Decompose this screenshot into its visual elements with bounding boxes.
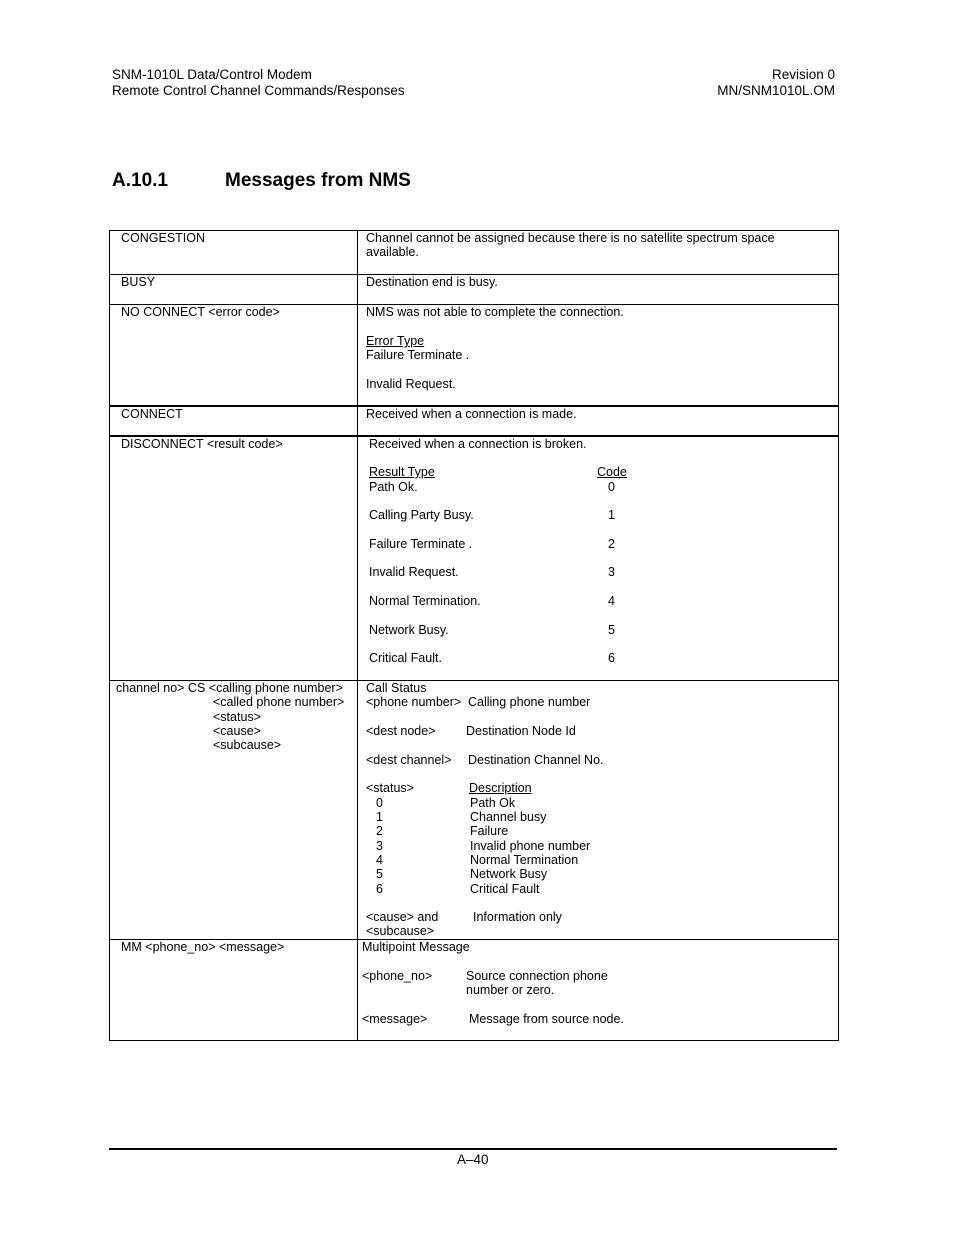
error-type-heading: Error Type <box>366 334 425 348</box>
result-type: Normal Termination. <box>369 594 481 608</box>
status-desc: Critical Fault <box>470 882 540 896</box>
error-type-item: Failure Terminate . <box>366 348 470 362</box>
call-status-command-arg: <called phone number> <box>213 695 345 709</box>
result-type: Network Busy. <box>369 623 449 637</box>
status-desc: Path Ok <box>470 796 516 810</box>
result-code: 5 <box>608 623 615 637</box>
status-desc: Network Busy <box>470 867 548 881</box>
param-phone-no-desc: number or zero. <box>466 983 555 997</box>
no-connect-desc: NMS was not able to complete the connection. <box>366 305 624 319</box>
param-status: <status> <box>366 781 414 795</box>
page-number: A–40 <box>457 1152 489 1167</box>
status-desc: Normal Termination <box>470 853 579 867</box>
param-message-desc: Message from source node. <box>469 1012 624 1026</box>
connect-desc: Received when a connection is made. <box>366 407 577 421</box>
call-status-heading: Call Status <box>366 681 427 695</box>
congestion-desc-line1: Channel cannot be assigned because there is no satellite spectrum space <box>366 231 775 245</box>
param-dest-channel-desc: Destination Channel No. <box>468 753 604 767</box>
result-type: Critical Fault. <box>369 651 442 665</box>
status-code: 0 <box>376 796 383 810</box>
call-status-command-arg: <status> <box>213 710 261 724</box>
param-cause-desc: Information only <box>473 910 562 924</box>
congestion-command: CONGESTION <box>121 231 206 245</box>
result-code: 4 <box>608 594 615 608</box>
result-type: Path Ok. <box>369 480 418 494</box>
busy-desc: Destination end is busy. <box>366 275 498 289</box>
multipoint-command: MM <phone_no> <message> <box>121 940 285 954</box>
param-subcause: <subcause> <box>366 924 435 938</box>
status-code: 3 <box>376 839 383 853</box>
section-number: A.10.1 <box>112 170 168 191</box>
connect-command: CONNECT <box>121 407 183 421</box>
description-heading: Description <box>469 781 532 795</box>
result-code: 1 <box>608 508 615 522</box>
status-code: 5 <box>376 867 383 881</box>
param-dest-node: <dest node> <box>366 724 436 738</box>
no-connect-command: NO CONNECT <error code> <box>121 305 280 319</box>
disconnect-desc: Received when a connection is broken. <box>369 437 587 451</box>
result-code: 6 <box>608 651 615 665</box>
header-product: SNM-1010L Data/Control Modem <box>112 67 312 82</box>
status-code: 2 <box>376 824 383 838</box>
busy-command: BUSY <box>121 275 156 289</box>
result-code: 2 <box>608 537 615 551</box>
result-type-heading: Result Type <box>369 465 435 479</box>
section-title: Messages from NMS <box>225 170 411 191</box>
call-status-command: channel no> CS <calling phone number> <box>116 681 343 695</box>
call-status-command-arg: <subcause> <box>213 738 282 752</box>
param-phone-no-desc: Source connection phone <box>466 969 608 983</box>
multipoint-heading: Multipoint Message <box>362 940 470 954</box>
code-heading: Code <box>597 465 627 479</box>
param-cause: <cause> and <box>366 910 439 924</box>
status-code: 1 <box>376 810 383 824</box>
header-chapter: Remote Control Channel Commands/Responses <box>112 83 405 98</box>
param-message: <message> <box>362 1012 428 1026</box>
status-desc: Invalid phone number <box>470 839 591 853</box>
result-type: Invalid Request. <box>369 565 459 579</box>
footer-rule <box>109 1148 837 1150</box>
param-dest-channel: <dest channel> <box>366 753 452 767</box>
header-revision: Revision 0 <box>771 67 835 82</box>
result-type: Calling Party Busy. <box>369 508 474 522</box>
status-desc: Channel busy <box>470 810 547 824</box>
congestion-desc-line2: available. <box>366 245 419 259</box>
error-type-item: Invalid Request. <box>366 377 456 391</box>
call-status-command-arg: <cause> <box>213 724 261 738</box>
param-phone-number: <phone number> <box>366 695 462 709</box>
result-code: 3 <box>608 565 615 579</box>
header-doc-number: MN/SNM1010L.OM <box>717 83 835 98</box>
disconnect-command: DISCONNECT <result code> <box>121 437 283 451</box>
status-code: 4 <box>376 853 383 867</box>
param-phone-number-desc: Calling phone number <box>468 695 591 709</box>
status-code: 6 <box>376 882 383 896</box>
result-type: Failure Terminate . <box>369 537 473 551</box>
result-code: 0 <box>608 480 615 494</box>
param-phone-no: <phone_no> <box>362 969 433 983</box>
status-desc: Failure <box>470 824 509 838</box>
param-dest-node-desc: Destination Node Id <box>466 724 576 738</box>
